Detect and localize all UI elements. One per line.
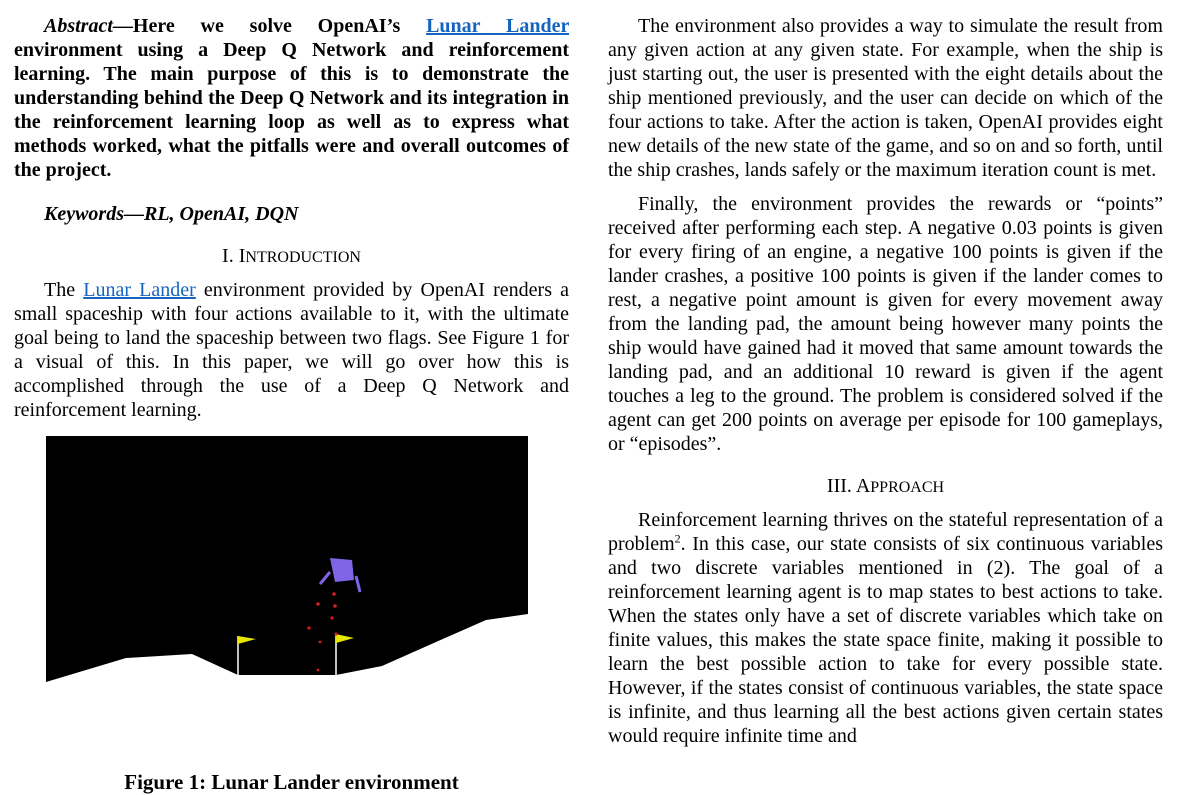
approach-text-after: . In this case, our state consists of six continuous variables and two discrete variables mentioned in (2). The goal of a reinforcement learning agent is to map states to best actions to take. When the states only have a set of discrete variables which take on finite values, this makes the state space finite, making it possible to learn the best possible action to take for every possible state. However, if the states consist of continuous variables, the state space is infinite, and thus learning all the best actions given certain states would require infinite time and [608, 533, 1163, 747]
particle [334, 632, 337, 635]
abstract-paragraph [14, 14, 569, 182]
section-number: III. [826, 475, 852, 497]
introduction-paragraph [14, 278, 569, 422]
lunar-lander-link[interactable]: Lunar Lander [426, 15, 569, 37]
lunar-lander-figure [46, 436, 528, 700]
section-title-rest: PPROACH [870, 479, 945, 496]
abstract-text-after: environment using a Deep Q Network and reinforcement learning. The main purpose of this is to demonstrate the understanding behind the Deep Q Network and its integration in the reinforcement learning loop as well as to express what methods worked, what the pitfalls were and overall outcomes of the project. [14, 39, 569, 181]
right-paragraph-1: The environment also provides a way to simulate the result from any given action at any given state. For example, when the ship is just starting out, the user is presented with the eight details about the ship mentioned previously, and the user can decide on which of the four actions to take. After the action is taken, OpenAI provides eight new details of the new state of the game, and so on and so forth, until the ship crashes, lands safely or the maximum iteration count is met. [608, 15, 1163, 181]
section-heading-introduction [14, 244, 569, 270]
landing-pad [238, 675, 336, 700]
section-heading-approach [608, 474, 1163, 500]
particle [332, 592, 336, 596]
intro-lunar-lander-link[interactable]: Lunar Lander [83, 279, 196, 301]
left-column [14, 14, 569, 795]
intro-text-before: The [44, 279, 84, 301]
approach-text-before: Reinforcement learning thrives on the stateful representation of a problem [608, 509, 1163, 555]
particle [317, 669, 320, 672]
particle [319, 641, 322, 644]
right-column [608, 14, 1163, 748]
section-title-initial: A [855, 475, 871, 497]
section-number: I. [222, 245, 234, 267]
particle [316, 602, 320, 606]
intro-text-after: environment provided by OpenAI renders a small spaceship with four actions available to it, with the ultimate goal being to land the spaceship between two flags. See Figure 1 for a visual of this. In this paper, we will go over how this is accomplished through the use of a Deep Q Network and reinforcement learning. [14, 279, 569, 421]
particle [330, 616, 333, 619]
section-title-initial: I [238, 245, 246, 267]
abstract-label: Abstract [44, 15, 113, 37]
lunar-lander-scene [46, 436, 528, 700]
particle [307, 626, 310, 629]
abstract-text-before: —Here we solve OpenAI’s [112, 15, 427, 37]
footnote-ref[interactable]: 2 [674, 531, 681, 546]
section-title-rest: NTRODUCTION [245, 249, 361, 266]
particle [333, 604, 337, 608]
figure-caption: Figure 1: Lunar Lander environment [124, 770, 459, 794]
right-paragraph-2: Finally, the environment provides the rewards or “points” received after performing each step. A negative 0.03 points is given for every firing of an engine, a negative 100 points is given if the lander crashes, a positive 100 points is given if the lander comes to rest, a negative point amount is given for every movement away from the landing pad, the amount being however many points the ship would have gained had it moved that same amount towards the landing pad, and an additional 10 reward is given if the agent touches a leg to the ground. The problem is considered solved if the agent can get 200 points on average per episode for 100 gameplays, or “episodes”. [608, 193, 1163, 455]
approach-paragraph [608, 508, 1163, 748]
keywords: Keywords—RL, OpenAI, DQN [44, 203, 299, 225]
